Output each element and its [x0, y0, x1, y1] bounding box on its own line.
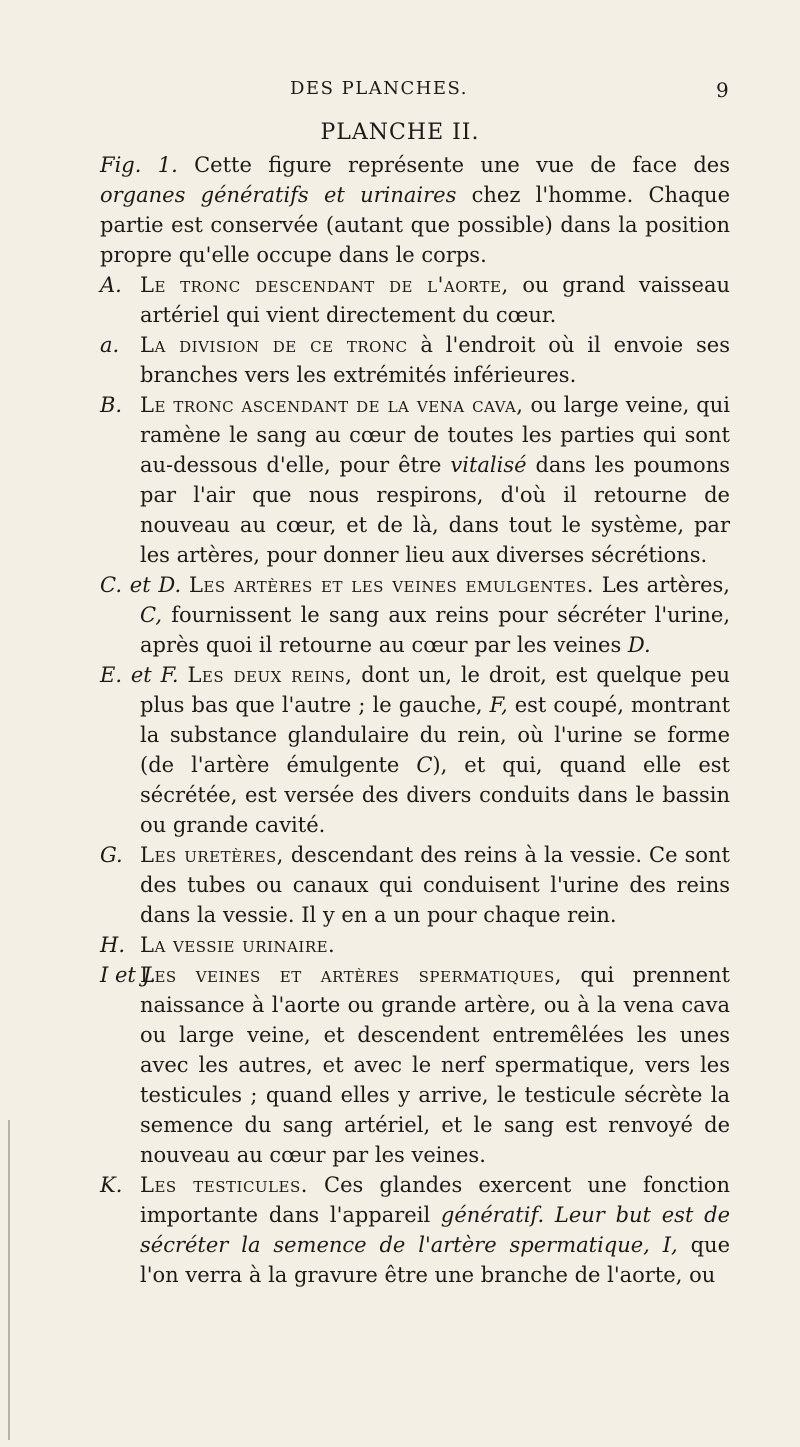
entry-key: I et J.	[100, 963, 156, 987]
running-title: DES PLANCHES.	[290, 78, 468, 99]
entry-key: C. et D.	[100, 573, 182, 597]
figure-label: Fig. 1.	[100, 153, 178, 177]
entry-text: descendant des reins à la vessie. Ce sont des tubes ou canaux qui conduisent l'urine des reins dans la vessie. Il y en a un pour chaque rein.	[140, 843, 731, 927]
entry-text-b: est coupé, montrant la substance glandulaire du rein, où l'urine se forme (de l'artère émulgente	[140, 693, 731, 777]
legend-entry-h	[100, 930, 730, 960]
legend-entry-g	[100, 840, 730, 930]
entry-text: à l'endroit où il envoie ses branches vers les extrémités inférieures.	[140, 333, 730, 387]
plate-legend	[100, 150, 730, 1290]
legend-entry-k	[100, 1170, 730, 1290]
entry-text: qui prennent naissance à l'aorte ou grande artère, ou à la vena cava ou large veine, et descendent entremêlées les unes avec les autres, et avec le nerf spermatique, vers les testicules ; quand elles y arrive, le testicule sécrète la semence du sang artériel, et le sang est renvoyé de nouveau au cœur par les veines.	[140, 963, 730, 1167]
entry-ref-c: C	[416, 753, 433, 777]
entry-key: A.	[100, 273, 122, 297]
entry-lead: Les veines et artères spermatiques,	[140, 963, 562, 987]
legend-entry-c-d	[100, 570, 730, 660]
entry-lead: Le tronc ascendant de la vena cava,	[140, 393, 524, 417]
entry-key: E. et F.	[100, 663, 179, 687]
entry-text-b: que l'on verra à la gravure être une branche de l'aorte, ou	[140, 1233, 730, 1287]
entry-key: H.	[100, 933, 125, 957]
entry-text-a: Les artères,	[593, 573, 730, 597]
legend-entry-a-lower	[100, 330, 730, 390]
entry-lead: Les artères et les veines emulgentes.	[188, 573, 594, 597]
plate-title: PLANCHE II.	[320, 120, 480, 145]
entry-lead: Les uretères,	[140, 843, 284, 867]
legend-entry-a-upper	[100, 270, 730, 330]
entry-emphasis: génératif. Leur but est de sécréter la semence de l'artère spermatique, I,	[140, 1203, 730, 1257]
entry-key: K.	[100, 1173, 123, 1197]
legend-entry-b	[100, 390, 730, 570]
page-number: 9	[716, 78, 729, 102]
intro-text-a: Cette figure représente une vue de face des	[177, 153, 730, 177]
entry-text-a: ou large veine, qui ramène le sang au cœur de toutes les parties qui sont au-dessous d'elle, pour être	[140, 393, 730, 477]
intro-text-b: chez l'homme. Chaque partie est conservée (autant que possible) dans la position propre qu'elle occupe dans le corps.	[100, 183, 730, 267]
binding-edge-line	[8, 1120, 10, 1440]
intro-emphasis: organes génératifs et urinaires	[100, 183, 457, 207]
entry-key: B.	[100, 393, 123, 417]
legend-entry-e-f	[100, 660, 730, 840]
entry-ref-c: C,	[140, 603, 162, 627]
entry-ref-f: F,	[489, 693, 508, 717]
entry-text: ou grand vaisseau artériel qui vient directement du cœur.	[140, 273, 730, 327]
entry-key: G.	[100, 843, 123, 867]
entry-lead: Les deux reins,	[187, 663, 353, 687]
entry-lead: Les testicules.	[140, 1173, 308, 1197]
entry-text-b: dans les poumons par l'air que nous respirons, d'où il retourne de nouveau au cœur, et de là, dans tout le système, par les artères, pour donner lieu aux diverses sécrétions.	[140, 453, 730, 567]
entry-text-a: Ces glandes exercent une fonction importante dans l'appareil	[140, 1173, 730, 1227]
figure-intro	[100, 150, 730, 270]
entry-text-a: dont un, le droit, est quelque peu plus bas que l'autre ; le gauche,	[140, 663, 730, 717]
entry-emphasis: vitalisé	[450, 453, 527, 477]
entry-ref-d: D.	[627, 633, 651, 657]
entry-lead: Le tronc descendant de l'aorte,	[140, 273, 509, 297]
entry-key: a.	[100, 333, 120, 357]
running-head	[0, 78, 800, 108]
entry-text-c: ), et qui, quand elle est sécrétée, est versée des divers conduits dans le bassin ou grande cavité.	[140, 753, 730, 837]
entry-lead: La division de ce tronc	[140, 333, 408, 357]
legend-entry-i-j	[100, 960, 730, 1170]
entry-text-b: fournissent le sang aux reins pour sécréter l'urine, après quoi il retourne au cœur par les veines	[140, 603, 730, 657]
entry-lead: La vessie urinaire.	[140, 933, 336, 957]
